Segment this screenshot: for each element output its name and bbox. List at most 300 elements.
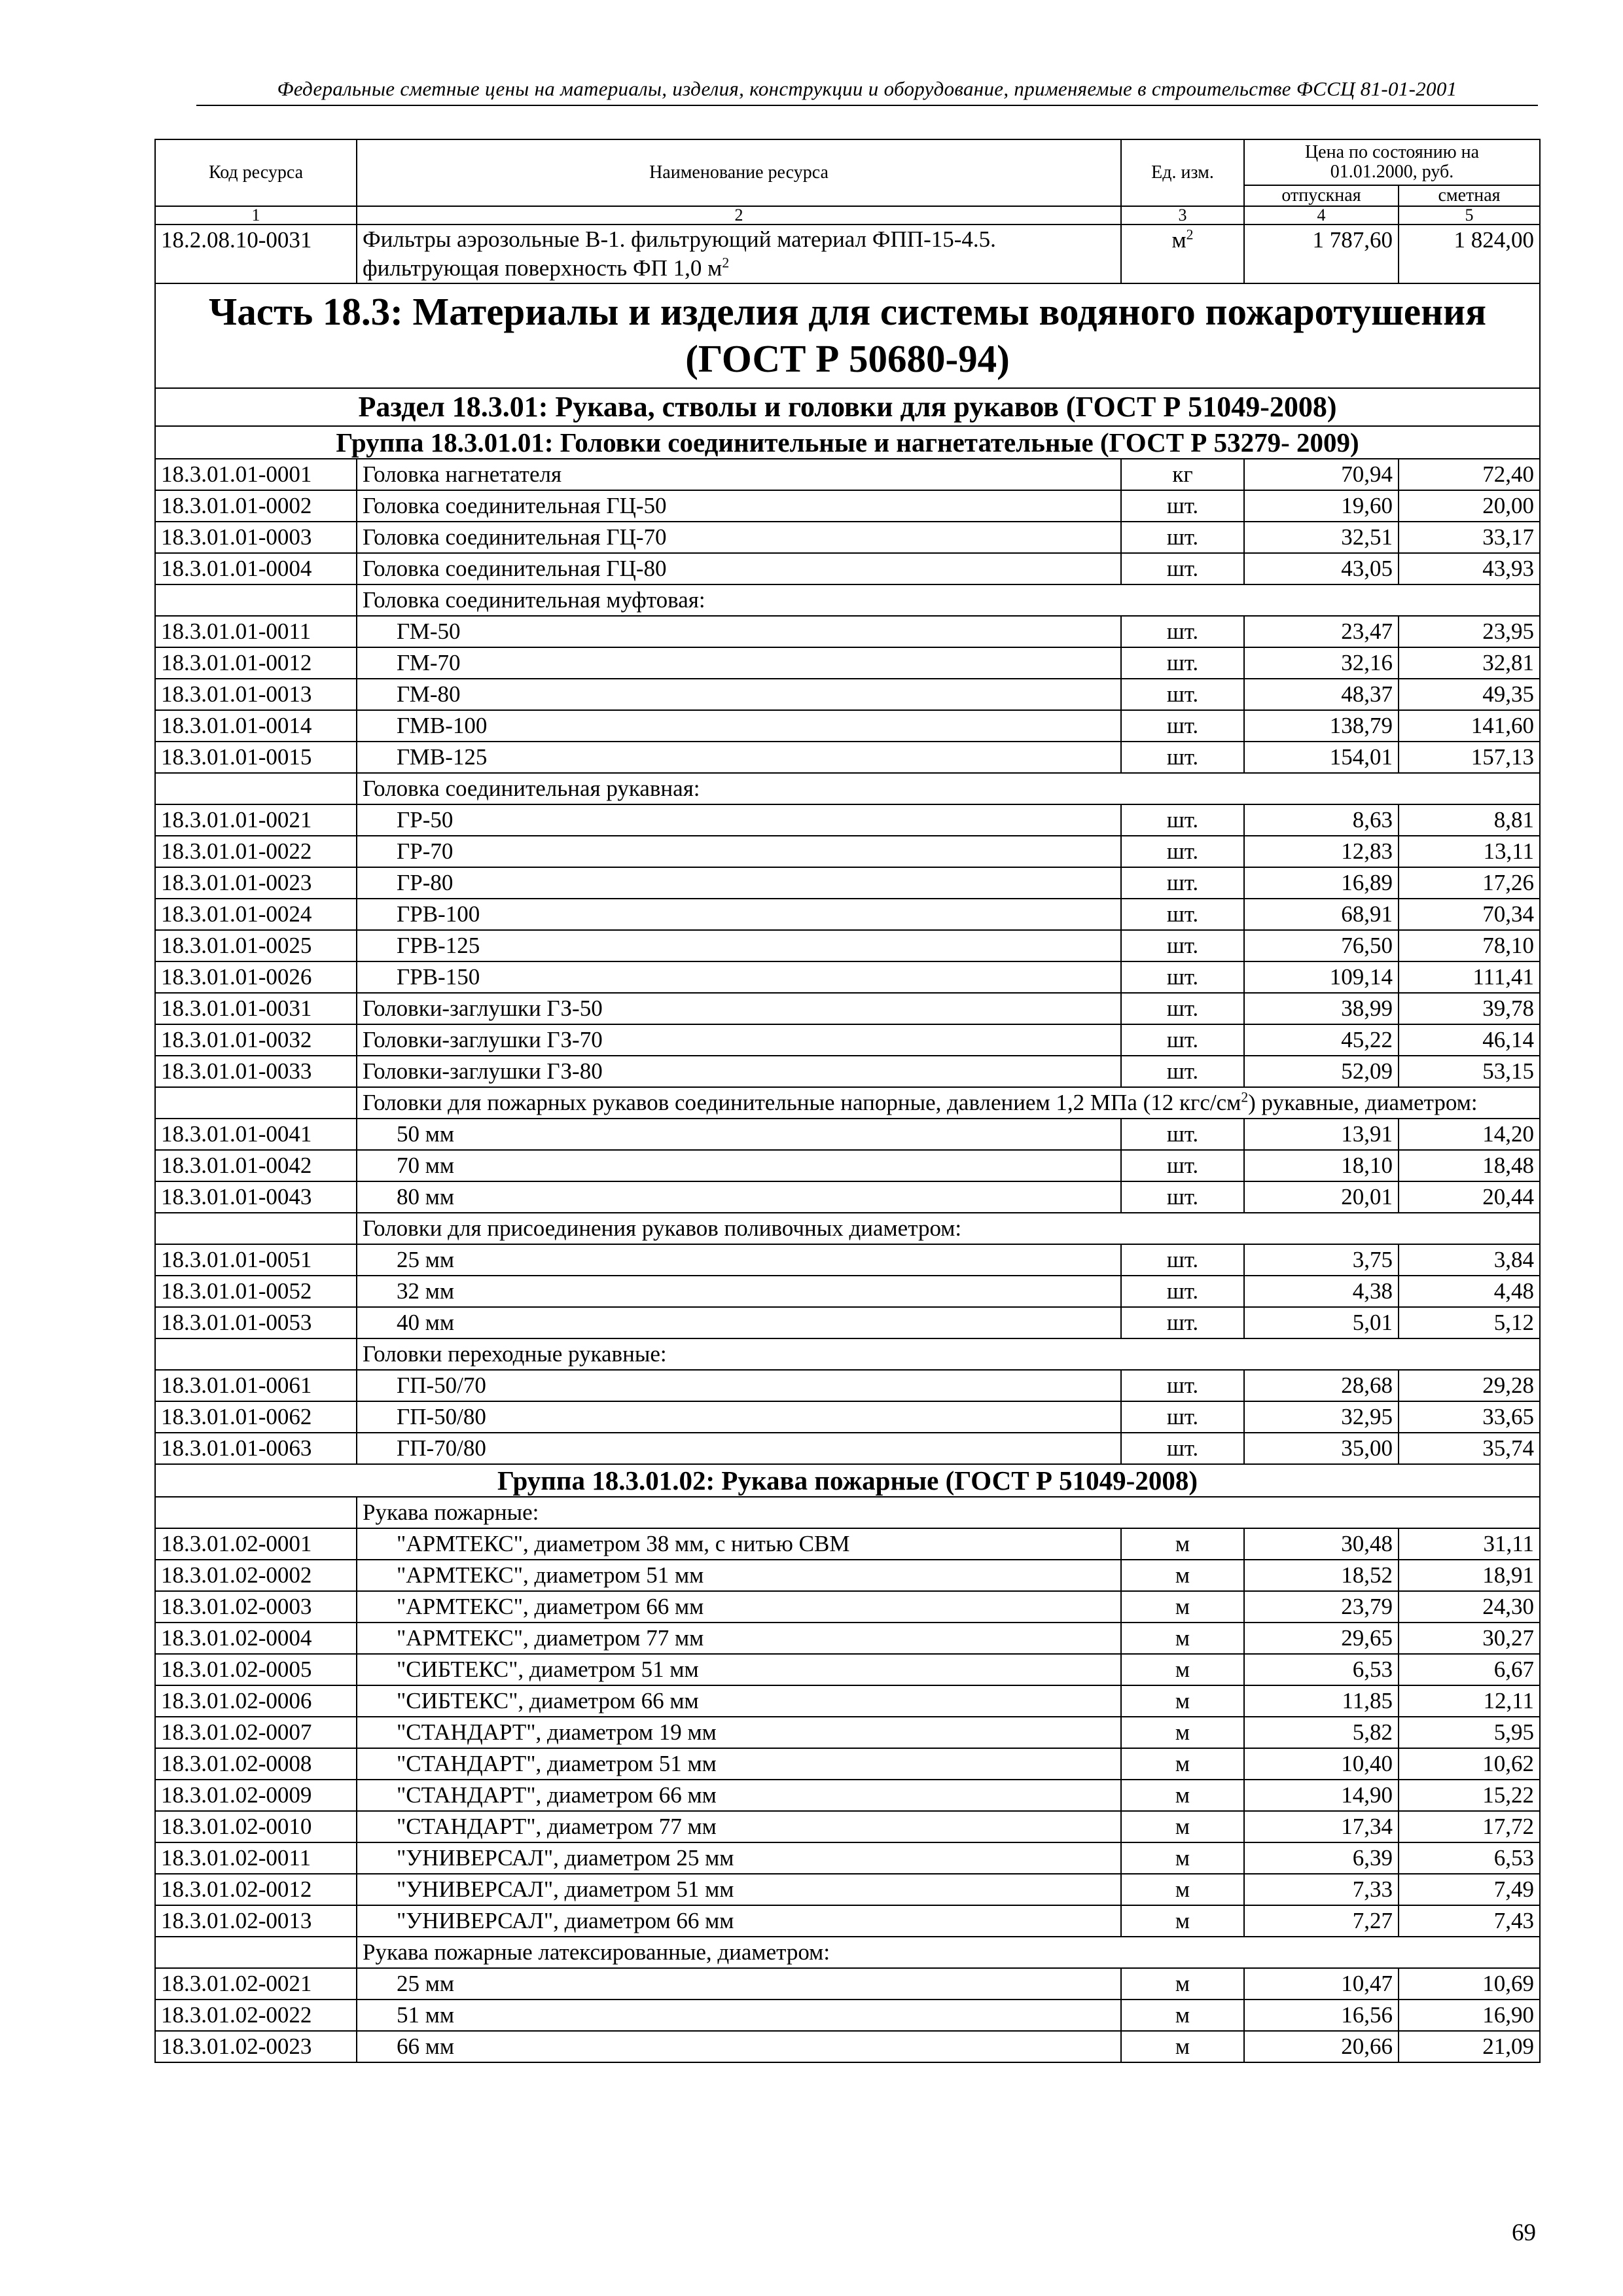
table-row: [155, 1717, 1540, 1748]
row-estimate-price: 3,84: [1399, 1244, 1540, 1276]
row-estimate-price: 4,48: [1399, 1276, 1540, 1307]
row-estimate-price: 20,44: [1399, 1181, 1540, 1213]
row-unit: шт.: [1121, 1024, 1244, 1056]
part-title-row: [155, 283, 1540, 388]
row-unit: шт.: [1121, 993, 1244, 1024]
row-release-price: 30,48: [1244, 1528, 1399, 1560]
row-estimate-price: 30,27: [1399, 1623, 1540, 1654]
table-row: [155, 490, 1540, 522]
table-row: [155, 961, 1540, 993]
row-release-price: 29,65: [1244, 1623, 1399, 1654]
row-estimate-price: 46,14: [1399, 1024, 1540, 1056]
table-row: [155, 647, 1540, 679]
row-unit: шт.: [1121, 836, 1244, 867]
row-name: 70 мм: [357, 1150, 1121, 1181]
row-release-price: 18,10: [1244, 1150, 1399, 1181]
col-number: 1: [155, 206, 357, 224]
row-name: ГП-50/70: [357, 1370, 1121, 1401]
row-name: 80 мм: [357, 1181, 1121, 1213]
section-title-row: [155, 388, 1540, 426]
table-row: [155, 804, 1540, 836]
header-price-title: Цена по состоянию на 01.01.2000, руб.: [1244, 139, 1540, 185]
row-release-price: 10,47: [1244, 1968, 1399, 2000]
row-unit: шт.: [1121, 1370, 1244, 1401]
row-code: 18.3.01.01-0011: [155, 616, 357, 647]
row-name: Головки-заглушки ГЗ-50: [357, 993, 1121, 1024]
row-release-price: 20,01: [1244, 1181, 1399, 1213]
table-row: [155, 1150, 1540, 1181]
row-unit: шт.: [1121, 867, 1244, 899]
row-name: "АРМТЕКС", диаметром 51 мм: [357, 1560, 1121, 1591]
row-code: 18.3.01.01-0023: [155, 867, 357, 899]
subheading: Рукава пожарные:: [357, 1497, 1540, 1528]
column-numbers-row: [155, 206, 1540, 224]
row-unit-sup: 2: [1186, 226, 1194, 243]
row-name: 40 мм: [357, 1307, 1121, 1338]
row-estimate-price: 24,30: [1399, 1591, 1540, 1623]
subheading-code-cell: [155, 584, 357, 616]
table-row: [155, 1780, 1540, 1811]
table-row: [155, 553, 1540, 584]
row-name-text: Фильтры аэрозольные В-1. фильтрующий материал ФПП-15-4.5. фильтрующая поверхность ФП 1,0 м: [363, 226, 996, 281]
row-estimate-price: 14,20: [1399, 1119, 1540, 1150]
row-release-price: 18,52: [1244, 1560, 1399, 1591]
row-name: ГМ-70: [357, 647, 1121, 679]
row-estimate-price: 10,62: [1399, 1748, 1540, 1780]
subheading-code-cell: [155, 1338, 357, 1370]
row-name: Головки-заглушки ГЗ-70: [357, 1024, 1121, 1056]
row-unit: шт.: [1121, 553, 1244, 584]
row-unit: м: [1121, 1748, 1244, 1780]
row-code: 18.3.01.01-0001: [155, 459, 357, 490]
row-name: "УНИВЕРСАЛ", диаметром 51 мм: [357, 1874, 1121, 1905]
subheading-row: [155, 584, 1540, 616]
row-estimate-price: 6,67: [1399, 1654, 1540, 1685]
row-estimate-price: 49,35: [1399, 679, 1540, 710]
row-unit: шт.: [1121, 1119, 1244, 1150]
row-release-price: 19,60: [1244, 490, 1399, 522]
row-code: 18.3.01.01-0053: [155, 1307, 357, 1338]
row-code: 18.3.01.01-0014: [155, 710, 357, 742]
row-unit: м: [1121, 1591, 1244, 1623]
row-unit: шт.: [1121, 1150, 1244, 1181]
row-name: "АРМТЕКС", диаметром 66 мм: [357, 1591, 1121, 1623]
table-row: [155, 1748, 1540, 1780]
row-name: ГП-50/80: [357, 1401, 1121, 1433]
row-name: ГРВ-125: [357, 930, 1121, 961]
row-code: 18.3.01.02-0012: [155, 1874, 357, 1905]
table-row: [155, 993, 1540, 1024]
col-number: 5: [1399, 206, 1540, 224]
row-estimate-price: 39,78: [1399, 993, 1540, 1024]
row-release-price: 8,63: [1244, 804, 1399, 836]
row-unit: м: [1121, 1905, 1244, 1937]
row-code: 18.3.01.02-0007: [155, 1717, 357, 1748]
row-unit: шт.: [1121, 1244, 1244, 1276]
row-code: 18.3.01.01-0021: [155, 804, 357, 836]
row-estimate-price: 33,65: [1399, 1401, 1540, 1433]
subheading-row: [155, 1937, 1540, 1968]
subheading-code-cell: [155, 1213, 357, 1244]
table-row: [155, 1307, 1540, 1338]
table-row: [155, 1811, 1540, 1842]
part-title: Часть 18.3: Материалы и изделия для системы водяного пожаротушения (ГОСТ Р 50680-94): [155, 283, 1540, 388]
row-code: 18.3.01.01-0004: [155, 553, 357, 584]
row-code: 18.3.01.02-0002: [155, 1560, 357, 1591]
row-unit: шт.: [1121, 1433, 1244, 1464]
table-row: [155, 2000, 1540, 2031]
row-release-price: 28,68: [1244, 1370, 1399, 1401]
subheading-code-cell: [155, 1497, 357, 1528]
row-release-price: 20,66: [1244, 2031, 1399, 2062]
row-code: 18.3.01.01-0024: [155, 899, 357, 930]
row-code: 18.3.01.01-0002: [155, 490, 357, 522]
row-code: 18.3.01.02-0005: [155, 1654, 357, 1685]
row-estimate-price: 18,91: [1399, 1560, 1540, 1591]
row-estimate-price: 35,74: [1399, 1433, 1540, 1464]
subheading-row: [155, 1338, 1540, 1370]
row-code: 18.3.01.02-0004: [155, 1623, 357, 1654]
row-name: ГМВ-100: [357, 710, 1121, 742]
header-price-estimate: сметная: [1399, 185, 1540, 206]
table-row: [155, 522, 1540, 553]
table-row: [155, 1591, 1540, 1623]
row-release-price: 23,47: [1244, 616, 1399, 647]
row-estimate-price: 23,95: [1399, 616, 1540, 647]
row-unit: м: [1121, 1623, 1244, 1654]
table-row: [155, 616, 1540, 647]
row-code: 18.3.01.02-0021: [155, 1968, 357, 2000]
row-name: Головка соединительная ГЦ-50: [357, 490, 1121, 522]
row-unit: шт.: [1121, 742, 1244, 773]
row-name: "СТАНДАРТ", диаметром 19 мм: [357, 1717, 1121, 1748]
header-name: Наименование ресурса: [357, 139, 1121, 206]
row-estimate-price: 17,26: [1399, 867, 1540, 899]
table-row: [155, 1181, 1540, 1213]
row-unit: шт.: [1121, 1401, 1244, 1433]
subheading: Головки для присоединения рукавов поливочных диаметром:: [357, 1213, 1540, 1244]
row-code: 18.2.08.10-0031: [155, 224, 357, 283]
row-unit: м: [1121, 2000, 1244, 2031]
row-name: ГРВ-150: [357, 961, 1121, 993]
row-unit: м: [1121, 1685, 1244, 1717]
table-header-row: [155, 139, 1540, 185]
header-code: Код ресурса: [155, 139, 357, 206]
row-release-price: 70,94: [1244, 459, 1399, 490]
row-name: ГРВ-100: [357, 899, 1121, 930]
table-row: [155, 742, 1540, 773]
row-name: "СТАНДАРТ", диаметром 77 мм: [357, 1811, 1121, 1842]
row-estimate-price: 53,15: [1399, 1056, 1540, 1087]
row-code: 18.3.01.02-0009: [155, 1780, 357, 1811]
row-release-price: 13,91: [1244, 1119, 1399, 1150]
table-row: [155, 1370, 1540, 1401]
table-row: [155, 1560, 1540, 1591]
row-name: 32 мм: [357, 1276, 1121, 1307]
row-code: 18.3.01.02-0022: [155, 2000, 357, 2031]
col-number: 2: [357, 206, 1121, 224]
row-name: 66 мм: [357, 2031, 1121, 2062]
subheading: Рукава пожарные латексированные, диаметром:: [357, 1937, 1540, 1968]
header-rule: [196, 105, 1538, 106]
row-release-price: 1 787,60: [1244, 224, 1399, 283]
row-name: [357, 224, 1121, 283]
row-unit: шт.: [1121, 804, 1244, 836]
row-code: 18.3.01.01-0043: [155, 1181, 357, 1213]
row-unit: м: [1121, 1717, 1244, 1748]
row-release-price: 7,27: [1244, 1905, 1399, 1937]
row-unit: м: [1121, 1654, 1244, 1685]
subheading-code-cell: [155, 1937, 357, 1968]
row-release-price: 16,56: [1244, 2000, 1399, 2031]
row-code: 18.3.01.02-0013: [155, 1905, 357, 1937]
subheading-code-cell: [155, 773, 357, 804]
table-row: [155, 1968, 1540, 2000]
row-release-price: 16,89: [1244, 867, 1399, 899]
row-release-price: 43,05: [1244, 553, 1399, 584]
row-unit: шт.: [1121, 679, 1244, 710]
subheading: Головка соединительная муфтовая:: [357, 584, 1540, 616]
row-estimate-price: 5,12: [1399, 1307, 1540, 1338]
row-code: 18.3.01.01-0031: [155, 993, 357, 1024]
row-name: ГМ-50: [357, 616, 1121, 647]
row-estimate-price: 18,48: [1399, 1150, 1540, 1181]
row-estimate-price: 1 824,00: [1399, 224, 1540, 283]
row-code: 18.3.01.02-0023: [155, 2031, 357, 2062]
row-unit: шт.: [1121, 899, 1244, 930]
row-estimate-price: 21,09: [1399, 2031, 1540, 2062]
row-code: 18.3.01.01-0033: [155, 1056, 357, 1087]
row-estimate-price: 8,81: [1399, 804, 1540, 836]
row-unit: м: [1121, 1842, 1244, 1874]
row-code: 18.3.01.01-0003: [155, 522, 357, 553]
row-estimate-price: 7,49: [1399, 1874, 1540, 1905]
row-name: 25 мм: [357, 1244, 1121, 1276]
table-row: [155, 1905, 1540, 1937]
row-name: ГР-80: [357, 867, 1121, 899]
row-estimate-price: 13,11: [1399, 836, 1540, 867]
row-code: 18.3.01.01-0013: [155, 679, 357, 710]
price-table: [154, 139, 1541, 2063]
subheading-row: [155, 1087, 1540, 1119]
row-code: 18.3.01.01-0026: [155, 961, 357, 993]
row-code: 18.3.01.02-0008: [155, 1748, 357, 1780]
table-row: [155, 679, 1540, 710]
row-code: 18.3.01.01-0032: [155, 1024, 357, 1056]
row-estimate-price: 78,10: [1399, 930, 1540, 961]
table-row: [155, 1528, 1540, 1560]
table-row: [155, 1433, 1540, 1464]
row-name: ГМВ-125: [357, 742, 1121, 773]
row-release-price: 68,91: [1244, 899, 1399, 930]
subheading-text-b: ) рукавные, диаметром:: [1248, 1090, 1478, 1115]
subheading: Головки переходные рукавные:: [357, 1338, 1540, 1370]
row-code: 18.3.01.01-0052: [155, 1276, 357, 1307]
row-release-price: 12,83: [1244, 836, 1399, 867]
header-unit: Ед. изм.: [1121, 139, 1244, 206]
row-estimate-price: 31,11: [1399, 1528, 1540, 1560]
row-code: 18.3.01.01-0051: [155, 1244, 357, 1276]
subheading: [357, 1087, 1540, 1119]
header-price-release: отпускная: [1244, 185, 1399, 206]
row-estimate-price: 6,53: [1399, 1842, 1540, 1874]
row-name: "УНИВЕРСАЛ", диаметром 66 мм: [357, 1905, 1121, 1937]
row-unit: шт.: [1121, 490, 1244, 522]
row-code: 18.3.01.01-0012: [155, 647, 357, 679]
row-unit: шт.: [1121, 1056, 1244, 1087]
row-name: ГР-70: [357, 836, 1121, 867]
row-unit: м: [1121, 1560, 1244, 1591]
subheading-text-a: Головки для пожарных рукавов соединительные напорные, давлением 1,2 МПа (12 кгс/см: [363, 1090, 1241, 1115]
table-row: [155, 2031, 1540, 2062]
row-name: 50 мм: [357, 1119, 1121, 1150]
row-estimate-price: 12,11: [1399, 1685, 1540, 1717]
table-row: [155, 459, 1540, 490]
row-unit: м: [1121, 1968, 1244, 2000]
table-row: [155, 867, 1540, 899]
row-release-price: 52,09: [1244, 1056, 1399, 1087]
row-unit: шт.: [1121, 1181, 1244, 1213]
section-title: Раздел 18.3.01: Рукава, стволы и головки для рукавов (ГОСТ Р 51049-2008): [155, 388, 1540, 426]
table-row: [155, 1401, 1540, 1433]
row-release-price: 7,33: [1244, 1874, 1399, 1905]
row-unit: м: [1121, 1528, 1244, 1560]
table-row: [155, 1685, 1540, 1717]
row-release-price: 138,79: [1244, 710, 1399, 742]
row-release-price: 32,95: [1244, 1401, 1399, 1433]
row-release-price: 23,79: [1244, 1591, 1399, 1623]
row-release-price: 4,38: [1244, 1276, 1399, 1307]
row-release-price: 5,82: [1244, 1717, 1399, 1748]
table-row: [155, 1119, 1540, 1150]
subheading-row: [155, 773, 1540, 804]
table-row: [155, 1056, 1540, 1087]
row-estimate-price: 33,17: [1399, 522, 1540, 553]
row-unit: шт.: [1121, 930, 1244, 961]
row-release-price: 6,39: [1244, 1842, 1399, 1874]
row-estimate-price: 70,34: [1399, 899, 1540, 930]
row-name: 25 мм: [357, 1968, 1121, 2000]
table-row: [155, 1623, 1540, 1654]
row-release-price: 10,40: [1244, 1748, 1399, 1780]
row-name: ГП-70/80: [357, 1433, 1121, 1464]
row-code: 18.3.01.02-0011: [155, 1842, 357, 1874]
group-title: Группа 18.3.01.01: Головки соединительные и нагнетательные (ГОСТ Р 53279- 2009): [155, 426, 1540, 459]
row-estimate-price: 7,43: [1399, 1905, 1540, 1937]
row-code: 18.3.01.02-0001: [155, 1528, 357, 1560]
row-name: "СТАНДАРТ", диаметром 51 мм: [357, 1748, 1121, 1780]
row-release-price: 35,00: [1244, 1433, 1399, 1464]
row-code: 18.3.01.01-0042: [155, 1150, 357, 1181]
table-row: [155, 1874, 1540, 1905]
table-row: [155, 1654, 1540, 1685]
row-release-price: 109,14: [1244, 961, 1399, 993]
row-name: "СТАНДАРТ", диаметром 66 мм: [357, 1780, 1121, 1811]
table-row: [155, 224, 1540, 283]
row-code: 18.3.01.02-0010: [155, 1811, 357, 1842]
row-name: Головка соединительная ГЦ-80: [357, 553, 1121, 584]
row-code: 18.3.01.02-0003: [155, 1591, 357, 1623]
row-release-price: 76,50: [1244, 930, 1399, 961]
row-name-sup: 2: [722, 255, 730, 271]
row-release-price: 48,37: [1244, 679, 1399, 710]
row-release-price: 11,85: [1244, 1685, 1399, 1717]
row-code: 18.3.01.01-0061: [155, 1370, 357, 1401]
row-name: ГМ-80: [357, 679, 1121, 710]
table-row: [155, 899, 1540, 930]
row-estimate-price: 17,72: [1399, 1811, 1540, 1842]
row-unit: шт.: [1121, 522, 1244, 553]
row-estimate-price: 43,93: [1399, 553, 1540, 584]
row-estimate-price: 5,95: [1399, 1717, 1540, 1748]
row-code: 18.3.01.01-0025: [155, 930, 357, 961]
table-row: [155, 710, 1540, 742]
row-estimate-price: 111,41: [1399, 961, 1540, 993]
col-number: 3: [1121, 206, 1244, 224]
row-code: 18.3.01.02-0006: [155, 1685, 357, 1717]
row-estimate-price: 20,00: [1399, 490, 1540, 522]
table-row: [155, 1244, 1540, 1276]
row-estimate-price: 29,28: [1399, 1370, 1540, 1401]
row-unit: шт.: [1121, 1276, 1244, 1307]
row-code: 18.3.01.01-0022: [155, 836, 357, 867]
table-row: [155, 836, 1540, 867]
row-unit: шт.: [1121, 616, 1244, 647]
row-estimate-price: 32,81: [1399, 647, 1540, 679]
row-unit: м: [1121, 2031, 1244, 2062]
col-number: 4: [1244, 206, 1399, 224]
row-release-price: 45,22: [1244, 1024, 1399, 1056]
row-estimate-price: 16,90: [1399, 2000, 1540, 2031]
row-release-price: 6,53: [1244, 1654, 1399, 1685]
row-unit: шт.: [1121, 1307, 1244, 1338]
row-estimate-price: 10,69: [1399, 1968, 1540, 2000]
row-name: Головки-заглушки ГЗ-80: [357, 1056, 1121, 1087]
table-row: [155, 930, 1540, 961]
row-unit: м: [1121, 1811, 1244, 1842]
subheading-code-cell: [155, 1087, 357, 1119]
row-release-price: 17,34: [1244, 1811, 1399, 1842]
row-unit: шт.: [1121, 647, 1244, 679]
row-name: "СИБТЕКС", диаметром 51 мм: [357, 1654, 1121, 1685]
row-unit: шт.: [1121, 961, 1244, 993]
row-unit-text: м: [1171, 227, 1186, 253]
row-name: "АРМТЕКС", диаметром 38 мм, с нитью СВМ: [357, 1528, 1121, 1560]
row-estimate-price: 72,40: [1399, 459, 1540, 490]
row-release-price: 14,90: [1244, 1780, 1399, 1811]
row-estimate-price: 15,22: [1399, 1780, 1540, 1811]
row-code: 18.3.01.01-0063: [155, 1433, 357, 1464]
running-title: Федеральные сметные цены на материалы, изделия, конструкции и оборудование, применяемые в строительстве ФССЦ 81-01-2001: [277, 77, 1457, 100]
row-name: "АРМТЕКС", диаметром 77 мм: [357, 1623, 1121, 1654]
table-row: [155, 1842, 1540, 1874]
row-estimate-price: 141,60: [1399, 710, 1540, 742]
row-name: 51 мм: [357, 2000, 1121, 2031]
row-name: ГР-50: [357, 804, 1121, 836]
group-title-row: [155, 1464, 1540, 1497]
group-title: Группа 18.3.01.02: Рукава пожарные (ГОСТ Р 51049-2008): [155, 1464, 1540, 1497]
row-release-price: 3,75: [1244, 1244, 1399, 1276]
page-number: 69: [1512, 2219, 1536, 2246]
row-unit: [1121, 224, 1244, 283]
row-name: "УНИВЕРСАЛ", диаметром 25 мм: [357, 1842, 1121, 1874]
row-name: Головка нагнетателя: [357, 459, 1121, 490]
table-row: [155, 1024, 1540, 1056]
row-unit: шт.: [1121, 710, 1244, 742]
subheading-sup: 2: [1241, 1089, 1249, 1105]
subheading: Головка соединительная рукавная:: [357, 773, 1540, 804]
table-row: [155, 1276, 1540, 1307]
